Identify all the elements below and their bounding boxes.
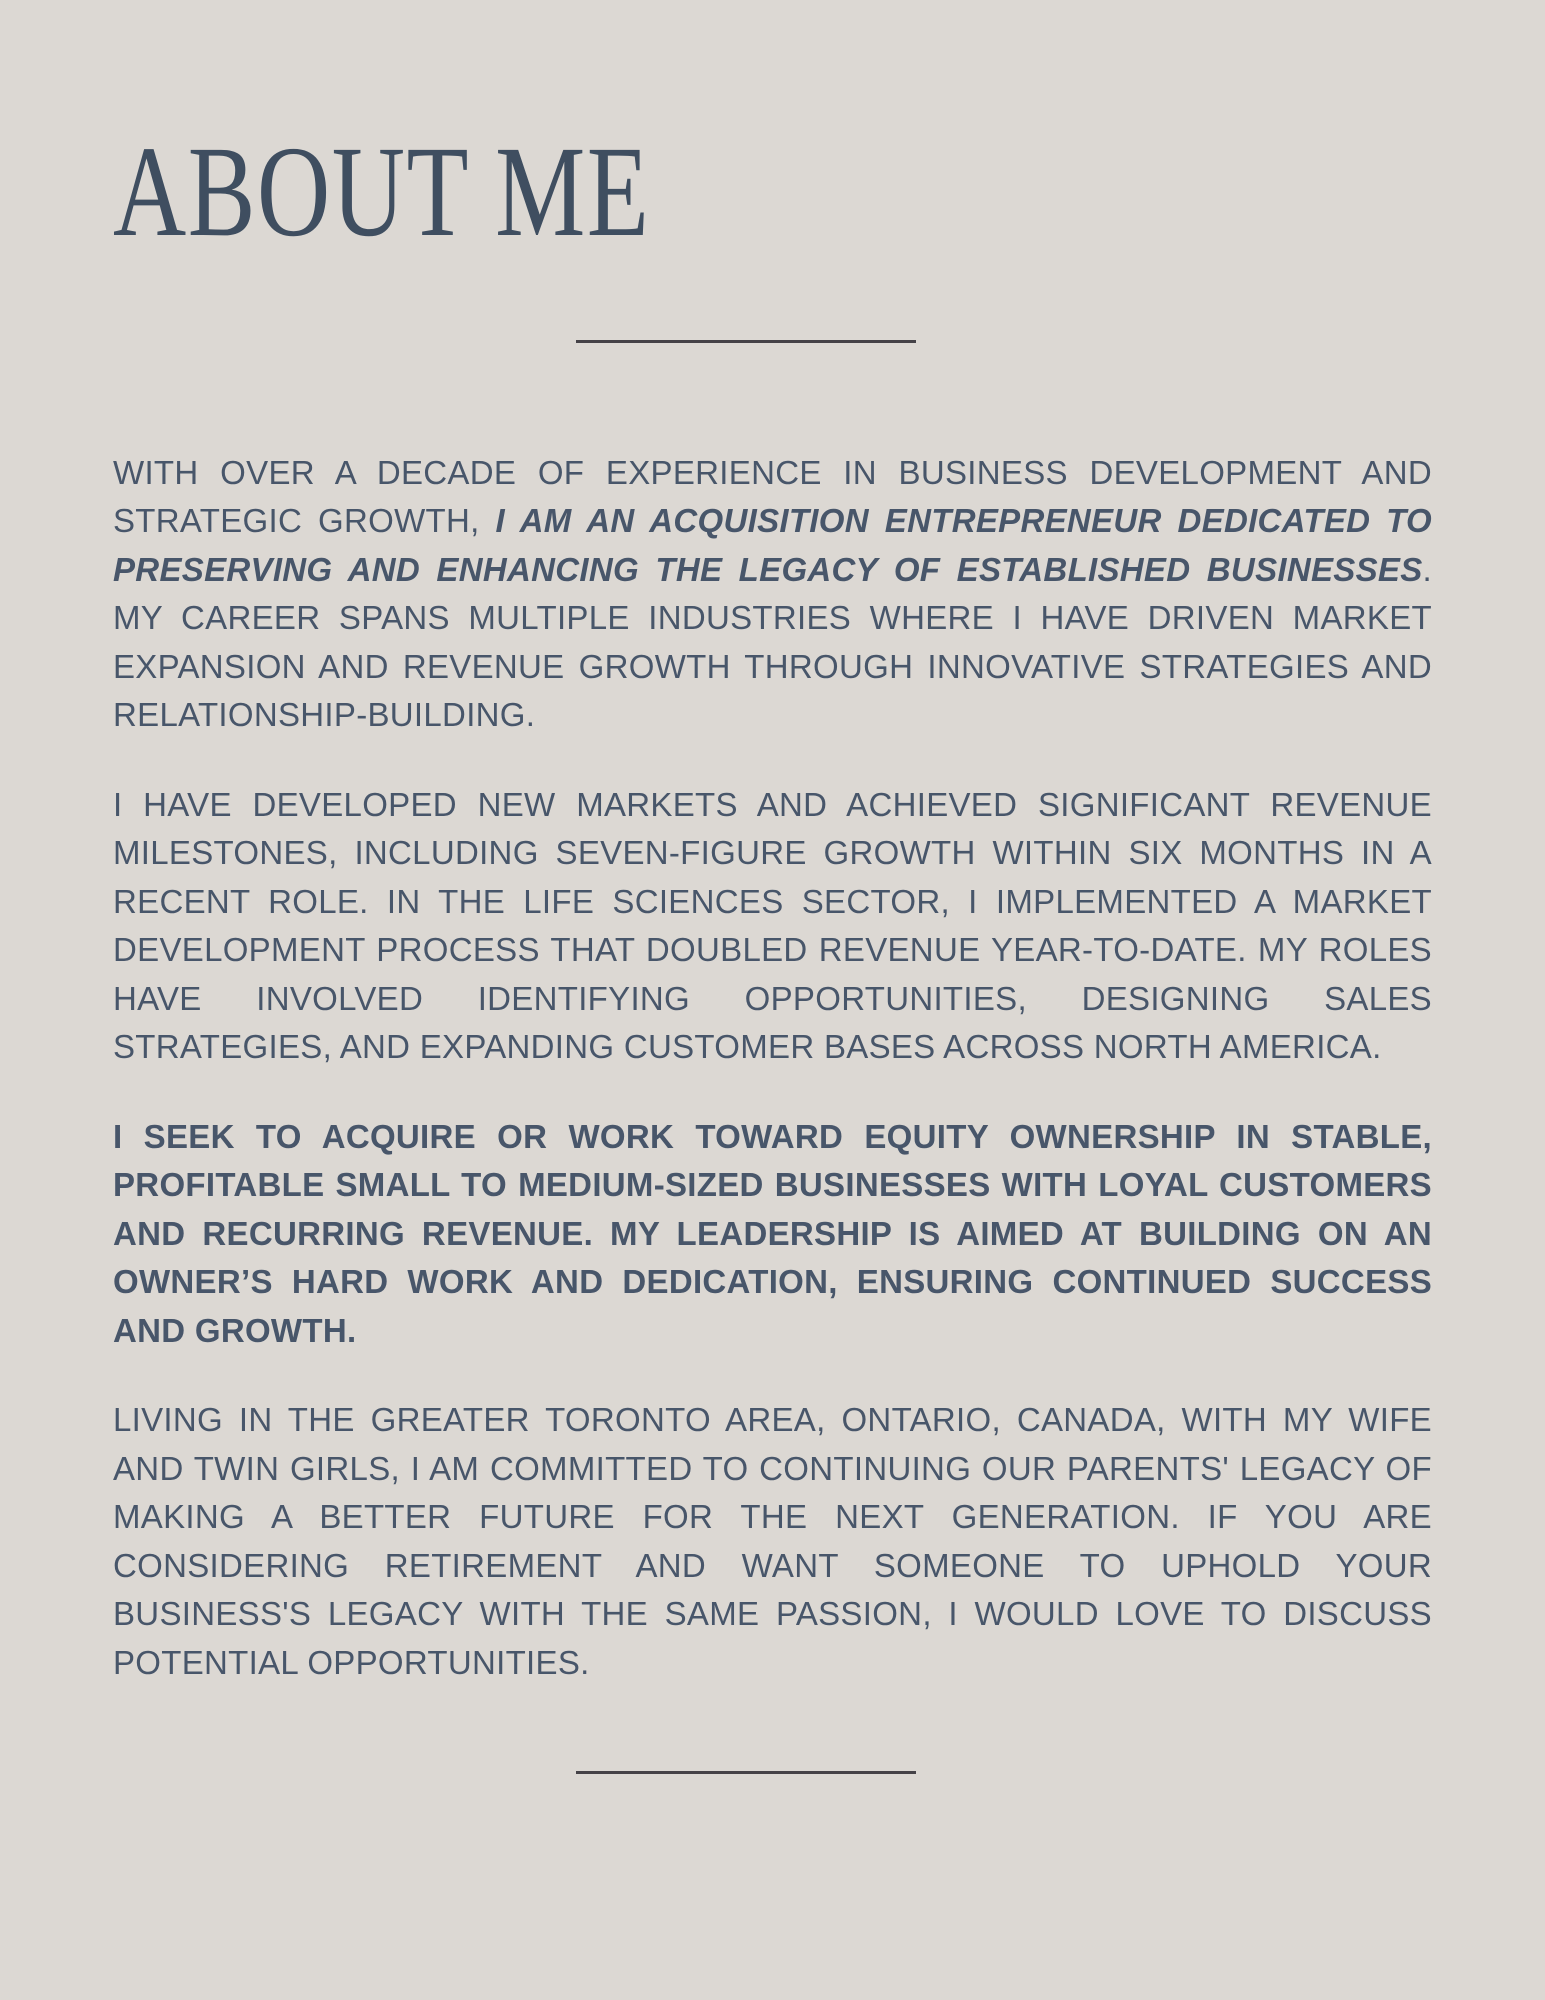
- paragraph-intro: [113, 449, 1432, 740]
- page-title-text: ABOUT ME: [113, 120, 651, 264]
- paragraph-experience: [113, 781, 1432, 1072]
- text-run-bold: I SEEK TO ACQUIRE OR WORK TOWARD EQUITY OWNERSHIP IN STABLE, PROFITABLE SMALL TO MEDIUM-SIZED BUSINESSES WITH LOYAL CUSTOMERS AND RECURRING REVENUE. MY LEADERSHIP IS AIMED AT BUILDING ON AN OWNER’S HARD WORK AND DEDICATION, ENSURING CONTINUED SUCCESS AND GROWTH.: [113, 1117, 1432, 1349]
- top-divider-line: [576, 340, 916, 343]
- text-run-regular: LIVING IN THE GREATER TORONTO AREA, ONTARIO, CANADA, WITH MY WIFE AND TWIN GIRLS, I AM COMMITTED TO CONTINUING OUR PARENTS' LEGACY OF MAKING A BETTER FUTURE FOR THE NEXT GENERATION. IF YOU ARE CONSIDERING RETIREMENT AND WANT SOMEONE TO UPHOLD YOUR BUSINESS'S LEGACY WITH THE SAME PASSION, I WOULD LOVE TO DISCUSS POTENTIAL OPPORTUNITIES.: [113, 1401, 1432, 1681]
- body-text-block: [113, 449, 1432, 1688]
- bottom-divider-line: [576, 1771, 916, 1774]
- text-run-regular: I HAVE DEVELOPED NEW MARKETS AND ACHIEVED SIGNIFICANT REVENUE MILESTONES, INCLUDING SEVEN-FIGURE GROWTH WITHIN SIX MONTHS IN A RECENT ROLE. IN THE LIFE SCIENCES SECTOR, I IMPLEMENTED A MARKET DEVELOPMENT PROCESS THAT DOUBLED REVENUE YEAR-TO-DATE. MY ROLES HAVE INVOLVED IDENTIFYING OPPORTUNITIES, DESIGNING SALES STRATEGIES, AND EXPANDING CUSTOMER BASES ACROSS NORTH AMERICA.: [113, 785, 1432, 1065]
- page-title: [113, 0, 1432, 268]
- paragraph-acquisition-goal: [113, 1113, 1432, 1356]
- paragraph-personal: [113, 1396, 1432, 1687]
- text-run-bold-italic: I AM AN ACQUISITION ENTREPRENEUR DEDICATED TO PRESERVING AND ENHANCING THE LEGACY OF ESTABLISHED BUSINESSES: [113, 502, 1433, 588]
- text-run-regular: . MY CAREER SPANS MULTIPLE INDUSTRIES WHERE I HAVE DRIVEN MARKET EXPANSION AND REVENUE GROWTH THROUGH INNOVATIVE STRATEGIES AND RELATIONSHIP-BUILDING.: [113, 550, 1432, 733]
- text-run-regular: WITH OVER A DECADE OF EXPERIENCE IN BUSINESS DEVELOPMENT AND STRATEGIC GROWTH,: [113, 453, 1432, 539]
